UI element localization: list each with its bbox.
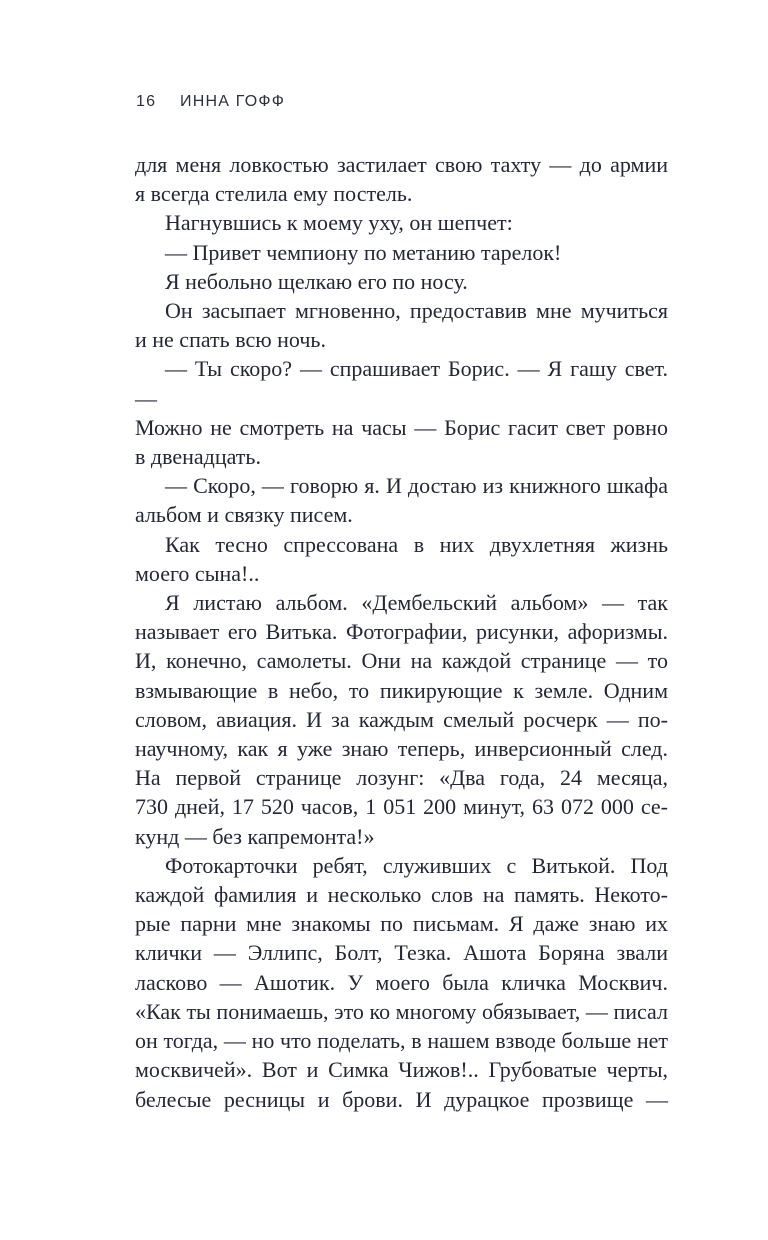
text-line: Фотокарточки ребят, служивших с Витькой. Под (165, 852, 668, 878)
running-head-author: ИННА ГОФФ (180, 93, 286, 110)
text-line: альбом и связку писем. (135, 502, 353, 528)
text-line: кунд — без капремонта!» (135, 823, 375, 849)
text-line: научному, как я уже знаю теперь, инверсионный след. (135, 736, 668, 762)
text-line: — Скоро, — говорю я. И достаю из книжного шкафа (165, 473, 668, 499)
text-line: — Ты скоро? — спрашивает Борис. — Я гашу свет. — (135, 356, 668, 411)
text-line: взмывающие в небо, то пикирующие к земле. Одним (135, 677, 668, 703)
text-line: моего сына!.. (135, 560, 260, 586)
text-line: я всегда стелила ему постель. (135, 181, 413, 207)
text-line: На первой странице лозунг: «Два года, 24 месяца, (135, 765, 668, 791)
text-line: белесые ресницы и брови. И дурацкое прозвище — (135, 1086, 668, 1112)
text-line: Я небольно щелкаю его по носу. (165, 268, 468, 294)
text-line: Можно не смотреть на часы — Борис гасит свет ровно (135, 414, 668, 440)
paragraph (135, 851, 668, 1114)
text-line: Как тесно спрессована в них двухлетняя жизнь (165, 531, 668, 557)
paragraph (135, 296, 668, 354)
text-line: — Привет чемпиону по метанию тарелок! (165, 239, 562, 265)
text-line: он тогда, — но что поделать, в нашем взводе больше нет (135, 1028, 668, 1054)
text-line: москвичей». Вот и Симка Чижов!.. Грубоватые черты, (135, 1057, 668, 1083)
paragraph (135, 238, 668, 267)
text-line: клички — Эллипс, Болт, Тезка. Ашота Боряна звали (135, 940, 668, 966)
paragraph (135, 530, 668, 588)
paragraph (135, 588, 668, 851)
running-header (136, 93, 668, 110)
text-line: 730 дней, 17 520 часов, 1 051 200 минут, 63 072 000 се- (135, 794, 668, 820)
text-line: И, конечно, самолеты. Они на каждой странице — то (135, 648, 668, 674)
paragraph (135, 150, 668, 208)
text-line: ласково — Ашотик. У моего была кличка Москвич. (135, 969, 668, 995)
text-line: в двенадцать. (135, 444, 261, 470)
paragraph (135, 354, 668, 471)
text-line: каждой фамилия и несколько слов на память. Некото- (135, 882, 668, 908)
paragraph (135, 208, 668, 237)
paragraph (135, 267, 668, 296)
text-line: и не спать всю ночь. (135, 327, 326, 353)
text-line: словом, авиация. И за каждым смелый росчерк — по- (135, 706, 668, 732)
text-line: для меня ловкостью застилает свою тахту — до армии (135, 152, 668, 177)
page-number: 16 (136, 93, 157, 110)
text-body (135, 150, 668, 1114)
text-line: рые парни мне знакомы по письмам. Я даже знаю их (135, 911, 668, 937)
text-line: Он засыпает мгновенно, предоставив мне мучиться (165, 298, 668, 324)
text-line: называет его Витька. Фотографии, рисунки, афоризмы. (135, 619, 668, 645)
text-line: «Как ты понимаешь, это ко многому обязывает, — писал (135, 998, 668, 1024)
text-line: Я листаю альбом. «Дембельский альбом» — так (165, 590, 668, 616)
text-line: Нагнувшись к моему уху, он шепчет: (165, 210, 513, 236)
paragraph (135, 471, 668, 529)
